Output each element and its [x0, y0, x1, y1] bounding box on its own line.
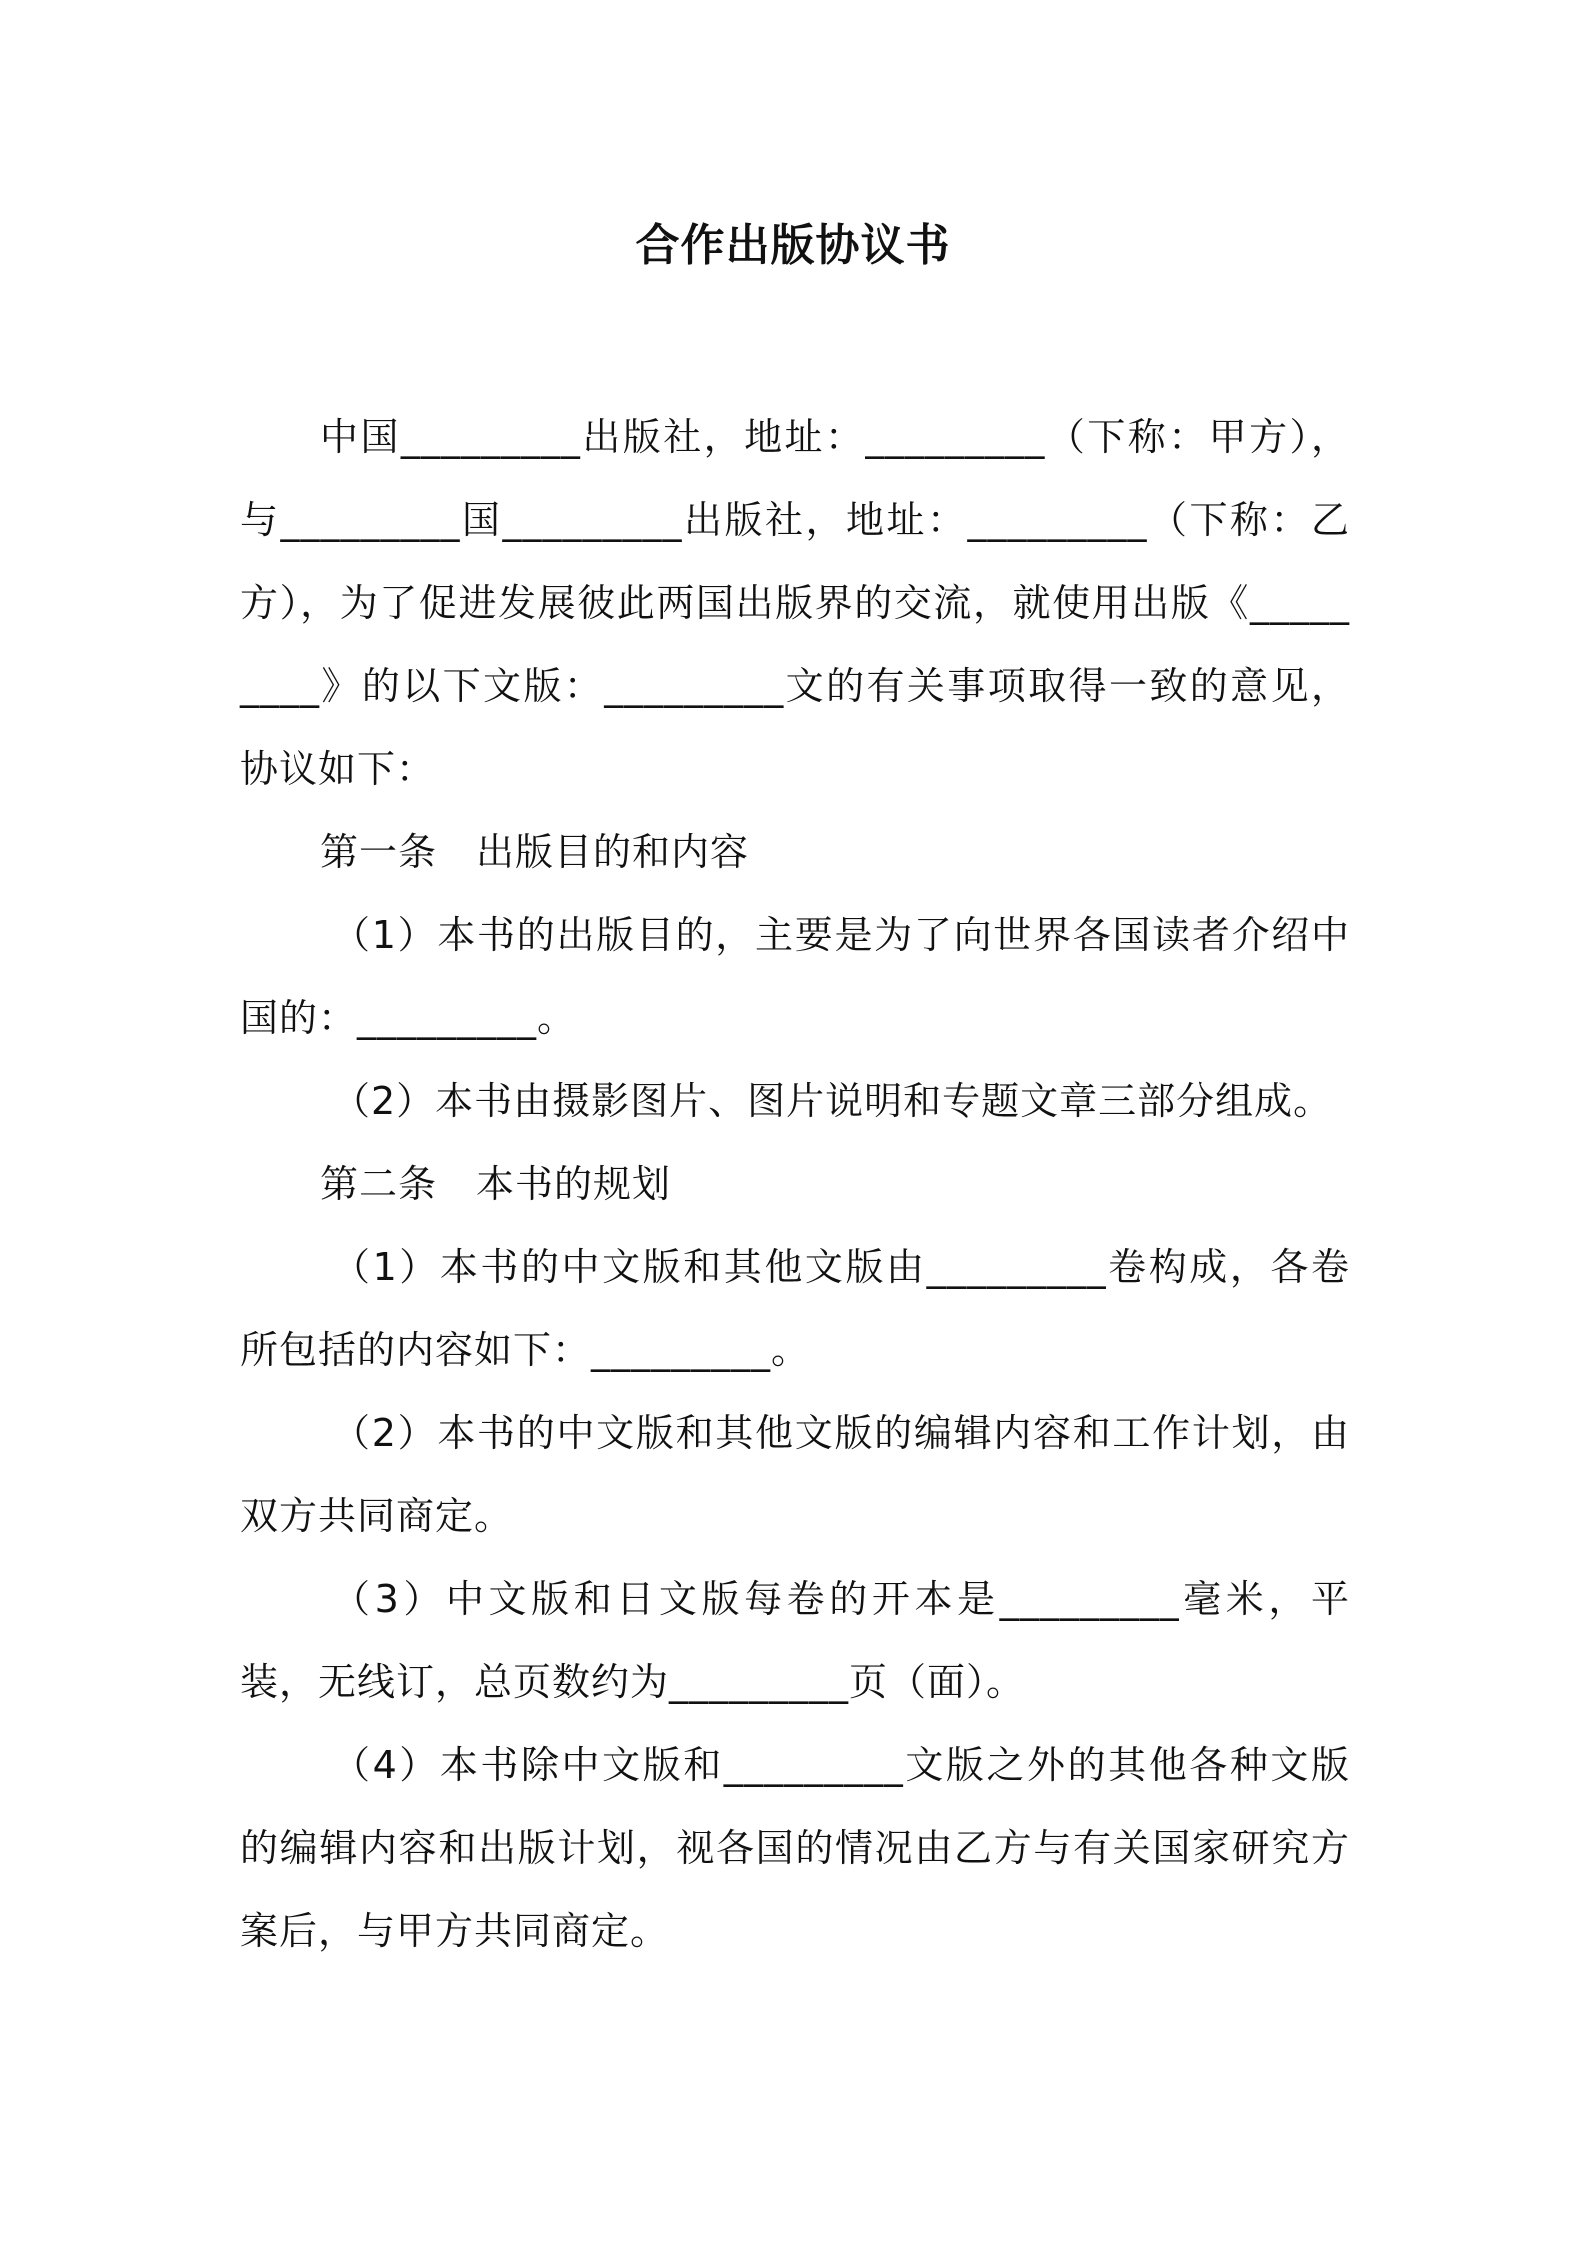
document-body	[240, 396, 1350, 1973]
article-2-item-4: （4）本书除中文版和_________文版之外的其他各种文版的编辑内容和出版计划，视各国的情况由乙方与有关国家研究方案后，与甲方共同商定。	[240, 1743, 1350, 1953]
article-1-item-2: （2）本书由摄影图片、图片说明和专题文章三部分组成。	[332, 1079, 1333, 1123]
article-2-item-3: （3）中文版和日文版每卷的开本是_________毫米，平装，无线订，总页数约为_________页（面）。	[240, 1577, 1350, 1704]
article-1-item-1: （1）本书的出版目的，主要是为了向世界各国读者介绍中国的：_________。	[240, 913, 1350, 1040]
article-2-item-2: （2）本书的中文版和其他文版的编辑内容和工作计划，由双方共同商定。	[240, 1411, 1350, 1538]
article-2-item-1: （1）本书的中文版和其他文版由_________卷构成，各卷所包括的内容如下：_________。	[240, 1245, 1350, 1372]
article-1-heading: 第一条 出版目的和内容	[320, 830, 750, 874]
preamble-paragraph: 中国_________出版社，地址：_________（下称：甲方），与_________国_________出版社，地址：_________（下称：乙方），为了促进发展彼此两国出版界的交流，就使用出版《_________》的以下文版：_________文的有关事项取得一致的意见，协议如下：	[240, 415, 1350, 791]
document-title: 合作出版协议书	[635, 220, 951, 271]
article-2-heading: 第二条 本书的规划	[320, 1162, 672, 1206]
